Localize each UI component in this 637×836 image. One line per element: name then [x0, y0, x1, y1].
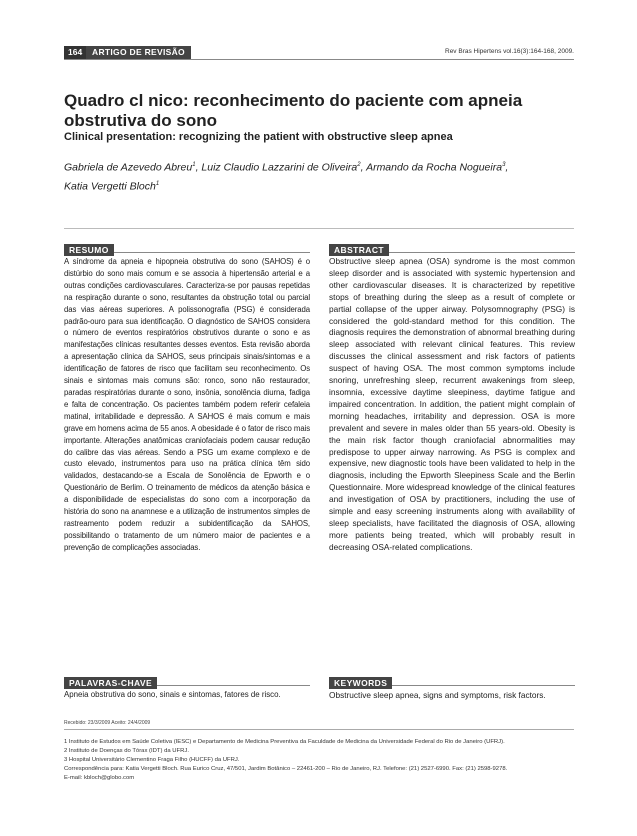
title-english: Clinical presentation: recognizing the patient with obstructive sleep apnea	[64, 131, 453, 143]
author-name: Gabriela de Azevedo Abreu	[64, 161, 193, 174]
author-affiliation-mark: 1	[192, 162, 196, 168]
received-accepted-dates: Recebido: 23/3/2009 Aceito: 24/4/2009	[64, 720, 574, 730]
palavras-chave-section	[64, 673, 310, 701]
palavras-chave-label: PALAVRAS-CHAVE	[64, 677, 157, 689]
resumo-text: A síndrome da apneia e hipopneia obstrutiva do sono (SAHOS) é o distúrbio do sono mais comum e se associa à hipertensão arterial e a outras condições cardiovasculares. Caracteriza-se por pausas repetidas na respiração durante o sono, resultantes da obstrução total ou parcial das vias aéreas superiores. A polissonografia (PSG) é considerada padrão-ouro para sua identificação. O diagnóstico de SAHOS considera o número de eventos respiratórios obstrutivos durante o sono e as manifestações clínicas resultantes desses eventos. Esta revisão aborda a apresentação clínica da SAHOS, seus principais sinais/sintomas e a identificação de fatores de risco que facilitam seu reconhecimento. Os sinais e sintomas mais comuns são: ronco, sono não restaurador, paradas respiratórias durante o sono, insônia, sonolência diurna, fadiga e falta de concentração. Os pacientes também podem referir cefaleia matinal, irritabilidade e depressão. A SAHOS é mais comum e mais grave em homens acima de 55 anos. A obesidade é o fator de risco mais importante. Alterações anatômicas craniofaciais podem causar redução do calibre das vias aéreas. Sendo a PSG um exame complexo e de custo elevado, instrumentos para uso na prática clínica têm sido validados, destacando-se a Escala de Sonolência de Epworth e o Questionário de Berlim. O treinamento de médicos da atenção básica e a disponibilidade de especialistas do sono com a incorporação da história do sono na anamnese e a utilização de instrumentos simples de rastreamento podem reduzir a subidentificação da SAHOS, possibilitando o tratamento de um número maior de pacientes e a prevenção de complicações associadas.	[64, 257, 310, 552]
palavras-chave-text: Apneia obstrutiva do sono, sinais e sintomas, fatores de risco.	[64, 690, 281, 699]
footnote: 3 Hospital Universitário Clementino Fraga Filho (HUCFF) da UFRJ.	[64, 756, 240, 763]
author-name: Katia Vergetti Bloch	[64, 180, 156, 192]
keywords-section	[329, 673, 575, 701]
abstract-label: ABSTRACT	[329, 244, 389, 256]
author-affiliation-mark: 2	[357, 162, 361, 168]
footnote: 1 Instituto de Estudos em Saúde Coletiva (IESC) e Departamento de Medicina Preventiva da Faculdade de Medicina da Universidade Federal do Rio de Janeiro (UFRJ).	[64, 739, 505, 745]
abstract-section	[329, 240, 575, 554]
author-name: Armando da Rocha Nogueira	[366, 161, 503, 174]
resumo-section	[64, 240, 310, 554]
section-label: ARTIGO DE REVISÃO	[86, 46, 191, 59]
abstract-text: Obstructive sleep apnea (OSA) syndrome is the most common sleep disorder and is associated with systemic hypertension and other cardiovascular diseases. It is characterized by repetitive stops of breathing during the sleep as a result of complete or partial collapse of the upper airway. Polysomnography (PSG) is considered the gold-standard method for this condition. The diagnosis requires the demonstration of abnormal breathing during sleep associated with relevant clinical features. This review discusses the clinical assessment and risk factors of patients suspect of having OSA. The most common symptoms include snoring, unrefreshing sleep, recurrent awakenings from sleep, insomnia, excessive daytime sleepiness, daytime fatigue and impaired concentration. In addition, the patient might complain of morning headaches, irritability and depression. OSA is more prevalent and severe in males older than 55 years-old. Obesity is the main risk factor though craniofacial abnormalities may predispose to upper airway narrowing. As PSG is complex and expensive, new diagnostic tools have been validated to help in the diagnosis, including the Epworth Sleepiness Scale and the Berlin Questionnaire. More widespread knowledge of the clinical features and investigation of OSA by practitioners, including the use of simple and easy screening instruments along with availability of sleep specialists, have facilitated the diagnosis of OSA, allowing more patients being treated, which will probably result in decreasing OSA-related complications.	[329, 256, 575, 552]
title-portuguese: Quadro cl nico: reconhecimento do paciente com apneia obstrutiva do sono	[64, 91, 523, 130]
running-header	[64, 46, 574, 60]
author-affiliation-mark: 1	[155, 180, 160, 187]
header-rule	[64, 59, 574, 60]
author-list: Gabriela de Azevedo Abreu$^1$, Luiz Claudio Lazzarini de Oliveira$^2$, Armando da Rocha Nogueira$^3$, Katia Vergetti Bloch$^1$	[64, 161, 509, 192]
footnote: 2 Instituto de Doenças do Tórax (IDT) da UFRJ.	[64, 747, 189, 754]
author-affiliation-mark: 3	[502, 162, 506, 168]
resumo-label: RESUMO	[64, 244, 114, 256]
email-link[interactable]: E-mail: kbloch@globo.com	[64, 774, 135, 781]
footnotes	[64, 738, 576, 783]
author-name: Luiz Claudio Lazzarini de Oliveira	[201, 161, 358, 174]
correspondence: Correspondência para: Katia Vergetti Bloch. Rua Eurico Cruz, 47/501, Jardim Botânico – 22461-200 – Rio de Janeiro, RJ. Telefone: (21) 2527-6990. Fax: (21) 2598-9278.	[64, 765, 508, 772]
page-number: 164	[64, 46, 86, 59]
journal-citation: Rev Bras Hipertens vol.16(3):164-168, 2009.	[445, 48, 574, 55]
keywords-text: Obstructive sleep apnea, signs and symptoms, risk factors.	[329, 690, 546, 700]
keywords-label: KEYWORDS	[329, 677, 392, 689]
section-divider	[64, 228, 574, 229]
